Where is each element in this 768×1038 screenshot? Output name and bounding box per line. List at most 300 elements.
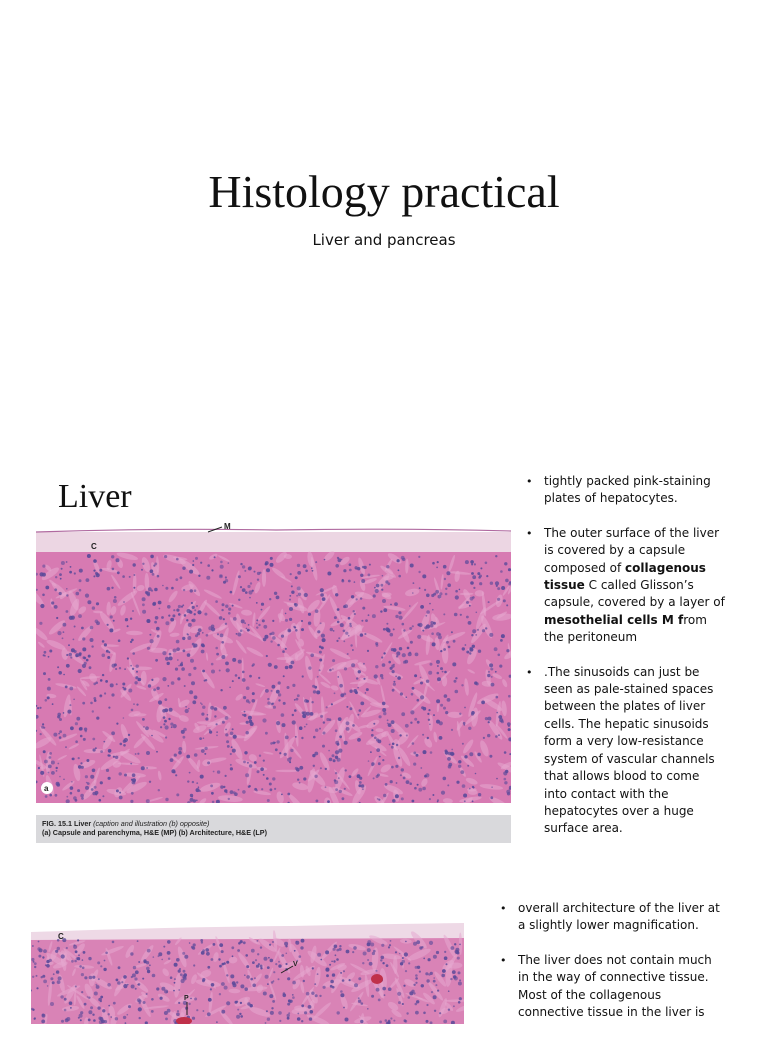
liver-bullet-list [526,473,726,855]
cell-nucleus [376,738,379,741]
cell-nucleus [211,627,215,631]
cell-nucleus [339,684,343,688]
cell-nucleus [39,707,41,709]
cell-nucleus [335,564,339,568]
cell-nucleus [391,720,395,724]
cell-nucleus [441,974,445,978]
cell-nucleus [459,997,462,1000]
cell-nucleus [137,753,139,755]
cell-nucleus [165,798,168,801]
cell-nucleus [66,664,70,668]
cell-nucleus [444,951,446,953]
bullet-item [500,952,720,1022]
cell-nucleus [324,559,326,561]
cell-nucleus [137,940,139,942]
cell-nucleus [79,1014,83,1018]
cell-nucleus [353,610,355,612]
cell-nucleus [335,729,338,732]
cell-nucleus [261,603,264,606]
cell-nucleus [343,569,346,572]
cell-nucleus [391,746,394,749]
cell-nucleus [349,690,352,693]
cell-nucleus [79,652,82,655]
cell-nucleus [108,707,110,709]
cell-nucleus [45,964,47,966]
cell-nucleus [181,667,185,671]
cell-nucleus [297,770,299,772]
cell-nucleus [413,582,415,584]
cell-nucleus [320,593,324,597]
cell-nucleus [92,976,95,979]
cell-nucleus [168,718,170,720]
cell-nucleus [395,951,397,953]
cell-nucleus [388,946,390,948]
cell-nucleus [225,662,229,666]
cell-nucleus [362,962,364,964]
cell-nucleus [38,955,41,958]
cell-nucleus [348,635,350,637]
cell-nucleus [310,712,314,716]
bullet-text: .The sinusoids can just be seen as pale-stained spaces between the plates of liver cells. The hepatic sinusoids form a very low-resistance system of vascular channels that allows blood to come into contact with the hepatocytes over a huge surface area. [544,664,715,836]
cell-nucleus [160,997,163,1000]
cell-nucleus [162,585,164,587]
cell-nucleus [201,650,205,654]
cell-nucleus [385,1019,388,1022]
cell-nucleus [115,668,117,670]
cell-nucleus [228,798,230,800]
cell-nucleus [205,717,208,720]
cell-nucleus [150,555,154,559]
cell-nucleus [423,958,425,960]
cell-nucleus [236,981,238,983]
cell-nucleus [94,786,97,789]
cell-nucleus [113,620,115,622]
cell-nucleus [142,603,145,606]
cell-nucleus [69,1001,73,1005]
cell-nucleus [408,962,410,964]
cell-nucleus [416,754,419,757]
cell-nucleus [249,720,253,724]
cell-nucleus [158,789,160,791]
cell-nucleus [238,789,240,791]
cell-nucleus [167,940,171,944]
cell-nucleus [271,632,274,635]
cell-nucleus [311,567,313,569]
cell-nucleus [123,744,126,747]
cell-nucleus [238,599,240,601]
cell-nucleus [432,642,436,646]
cell-nucleus [213,943,216,946]
cell-nucleus [117,981,121,985]
cell-nucleus [258,677,260,679]
cell-nucleus [494,647,498,651]
cell-nucleus [222,603,225,606]
cell-nucleus [192,619,196,623]
cell-nucleus [111,555,114,558]
cell-nucleus [267,1018,270,1021]
cell-nucleus [424,626,427,629]
cell-nucleus [285,619,288,622]
cell-nucleus [342,580,344,582]
cell-nucleus [252,692,255,695]
architecture-bullet-list [500,900,720,1038]
cell-nucleus [459,979,461,981]
cell-nucleus [100,750,103,753]
cell-nucleus [287,686,290,689]
cell-nucleus [291,661,295,665]
cell-nucleus [42,1014,45,1017]
cell-nucleus [93,683,96,686]
cell-nucleus [100,1017,104,1021]
liver-slide-title: Liver [58,478,132,515]
cell-nucleus [201,643,204,646]
cell-nucleus [430,624,434,628]
cell-nucleus [469,647,472,650]
cell-nucleus [135,676,138,679]
cell-nucleus [57,631,61,635]
cell-nucleus [285,945,287,947]
cell-nucleus [220,634,224,638]
cell-nucleus [382,702,386,706]
cell-nucleus [339,945,341,947]
cell-nucleus [487,717,491,721]
cell-nucleus [41,726,44,729]
cell-nucleus [175,668,178,671]
cell-nucleus [162,651,166,655]
cell-nucleus [398,569,400,571]
cell-nucleus [165,657,169,661]
cell-nucleus [398,611,401,614]
cell-nucleus [358,670,361,673]
cell-nucleus [289,757,292,760]
cell-nucleus [175,774,177,776]
cell-nucleus [265,689,269,693]
cell-nucleus [244,714,247,717]
cell-nucleus [192,700,196,704]
cell-nucleus [232,680,234,682]
cell-nucleus [407,647,410,650]
cell-nucleus [497,598,500,601]
cell-nucleus [131,639,134,642]
cell-nucleus [244,751,247,754]
cell-nucleus [349,625,352,628]
cell-nucleus [198,786,200,788]
cell-nucleus [409,782,412,785]
cell-nucleus [187,636,191,640]
cell-nucleus [199,737,202,740]
cell-nucleus [476,682,479,685]
cell-nucleus [382,599,386,603]
cell-nucleus [50,1002,54,1006]
cell-nucleus [112,941,115,944]
cell-nucleus [210,706,214,710]
cell-nucleus [413,763,416,766]
cell-nucleus [188,673,191,676]
cell-nucleus [194,753,198,757]
cell-nucleus [443,565,447,569]
cell-nucleus [190,589,193,592]
cell-nucleus [315,729,318,732]
cell-nucleus [406,696,408,698]
cell-nucleus [381,589,383,591]
cell-nucleus [151,735,153,737]
cell-nucleus [194,609,196,611]
cell-nucleus [185,709,189,713]
cell-nucleus [68,644,70,646]
cell-nucleus [295,629,298,632]
cell-nucleus [358,997,360,999]
cell-nucleus [284,753,287,756]
cell-nucleus [395,676,397,678]
cell-nucleus [106,650,109,653]
cell-nucleus [200,775,204,779]
cell-nucleus [379,1021,382,1024]
cell-nucleus [225,729,227,731]
cell-nucleus [431,991,433,993]
cell-nucleus [53,733,57,737]
cell-nucleus [348,617,351,620]
cell-nucleus [123,688,126,691]
cell-nucleus [481,701,485,705]
cell-nucleus [80,735,83,738]
cell-nucleus [31,1008,34,1011]
cell-nucleus [409,627,412,630]
cell-nucleus [107,624,109,626]
cell-nucleus [345,769,347,771]
cell-nucleus [168,615,170,617]
cell-nucleus [294,950,296,952]
cell-nucleus [141,766,145,770]
cell-nucleus [412,800,415,803]
cell-nucleus [508,725,510,727]
cell-nucleus [122,575,125,578]
cell-nucleus [207,761,210,764]
cell-nucleus [48,772,50,774]
cell-nucleus [176,958,180,962]
cell-nucleus [360,1020,363,1023]
cell-nucleus [406,1012,408,1014]
cell-nucleus [507,792,510,795]
cell-nucleus [439,592,442,595]
cell-nucleus [394,602,398,606]
cell-nucleus [57,980,61,984]
cell-nucleus [171,726,173,728]
cell-nucleus [470,560,474,564]
cell-nucleus [53,973,55,975]
cell-nucleus [131,779,133,781]
cell-nucleus [120,743,123,746]
cell-nucleus [246,699,249,702]
cell-nucleus [267,966,270,969]
cell-nucleus [402,558,405,561]
cell-nucleus [149,964,151,966]
cell-nucleus [342,979,345,982]
cell-nucleus [211,983,215,987]
cell-nucleus [189,570,193,574]
cell-nucleus [111,587,113,589]
cell-nucleus [319,659,322,662]
cell-nucleus [442,671,444,673]
cell-nucleus [325,768,327,770]
cell-nucleus [265,561,269,565]
cell-nucleus [276,721,280,725]
cell-nucleus [495,735,498,738]
cell-nucleus [182,604,184,606]
cell-nucleus [343,640,345,642]
cell-nucleus [329,758,333,762]
presentation-subtitle: Liver and pancreas [312,231,456,249]
cell-nucleus [436,951,439,954]
cell-nucleus [219,993,221,995]
cell-nucleus [119,667,121,669]
cell-nucleus [467,765,469,767]
cell-nucleus [352,724,355,727]
cell-nucleus [178,613,181,616]
cell-nucleus [225,733,228,736]
cell-nucleus [282,650,285,653]
cell-nucleus [202,632,204,634]
sinusoid-space [262,569,266,587]
cell-nucleus [482,629,485,632]
cell-nucleus [344,604,348,608]
cell-nucleus [103,968,106,971]
cell-nucleus [56,767,58,769]
cell-nucleus [232,728,234,730]
cell-nucleus [410,564,414,568]
cell-nucleus [113,599,117,603]
cell-nucleus [40,771,44,775]
cell-nucleus [456,951,459,954]
cell-nucleus [116,558,120,562]
cell-nucleus [435,984,437,986]
cell-nucleus [115,756,118,759]
micrograph-image-2 [31,918,464,1024]
cell-nucleus [422,574,426,578]
cell-nucleus [390,940,392,942]
cell-nucleus [167,1009,171,1013]
cell-nucleus [224,789,227,792]
cell-nucleus [444,671,447,674]
cell-nucleus [178,605,181,608]
cell-nucleus [150,569,154,573]
cell-nucleus [437,677,441,681]
cell-nucleus [414,674,417,677]
cell-nucleus [52,981,55,984]
cell-nucleus [219,670,221,672]
cell-nucleus [104,643,107,646]
cell-nucleus [119,796,123,800]
cell-nucleus [471,713,474,716]
cell-nucleus [201,703,203,705]
cell-nucleus [57,666,59,668]
cell-nucleus [75,722,78,725]
cell-nucleus [282,723,286,727]
cell-nucleus [225,716,229,720]
cell-nucleus [274,665,278,669]
cell-nucleus [242,588,246,592]
cell-nucleus [358,784,361,787]
cell-nucleus [59,776,61,778]
cell-nucleus [323,732,326,735]
cell-nucleus [173,649,177,653]
cell-nucleus [273,706,276,709]
cell-nucleus [187,653,191,657]
cell-nucleus [164,698,167,701]
cell-nucleus [44,655,46,657]
cell-nucleus [191,796,193,798]
cell-nucleus [504,778,507,781]
cell-nucleus [433,955,437,959]
cell-nucleus [49,752,52,755]
cell-nucleus [365,619,368,622]
cell-nucleus [176,1013,180,1017]
cell-nucleus [184,614,187,617]
cell-nucleus [248,624,250,626]
cell-nucleus [439,736,443,740]
cell-nucleus [57,783,61,787]
cell-nucleus [55,576,57,578]
cell-nucleus [266,568,270,572]
cell-nucleus [276,690,280,694]
bullet-bold-text: mesothelial cells M f [544,612,684,627]
cell-nucleus [136,704,138,706]
bullet-text: C called Glisson’s capsule, covered by a layer of [544,578,725,610]
cell-nucleus [127,657,129,659]
cell-nucleus [464,755,467,758]
cell-nucleus [327,800,330,803]
cell-nucleus [73,796,77,800]
cell-nucleus [272,636,276,640]
cell-nucleus [67,710,71,714]
cell-nucleus [422,787,426,791]
cell-nucleus [102,795,104,797]
cell-nucleus [499,718,503,722]
cell-nucleus [367,948,371,952]
cell-nucleus [424,775,427,778]
cell-nucleus [59,718,62,721]
cell-nucleus [147,949,151,953]
cell-nucleus [411,693,414,696]
cell-nucleus [110,1016,112,1018]
cell-nucleus [147,620,150,623]
cell-nucleus [246,975,250,979]
cell-nucleus [78,669,82,673]
cell-nucleus [281,713,285,717]
cell-nucleus [285,666,289,670]
cell-nucleus [504,562,507,565]
cell-nucleus [308,666,311,669]
cell-nucleus [182,637,185,640]
cell-nucleus [405,941,407,943]
cell-nucleus [312,754,315,757]
cell-nucleus [257,572,260,575]
cell-nucleus [262,718,266,722]
cell-nucleus [56,770,58,772]
cell-nucleus [310,1010,314,1014]
cell-nucleus [378,762,381,765]
cell-nucleus [71,960,74,963]
cell-nucleus [249,597,251,599]
cell-nucleus [148,684,151,687]
cell-nucleus [287,1014,290,1017]
cell-nucleus [236,1001,238,1003]
cell-nucleus [299,726,303,730]
cell-nucleus [42,956,44,958]
cell-nucleus [342,797,345,800]
cell-nucleus [292,981,296,985]
cell-nucleus [252,663,255,666]
cell-nucleus [351,595,354,598]
